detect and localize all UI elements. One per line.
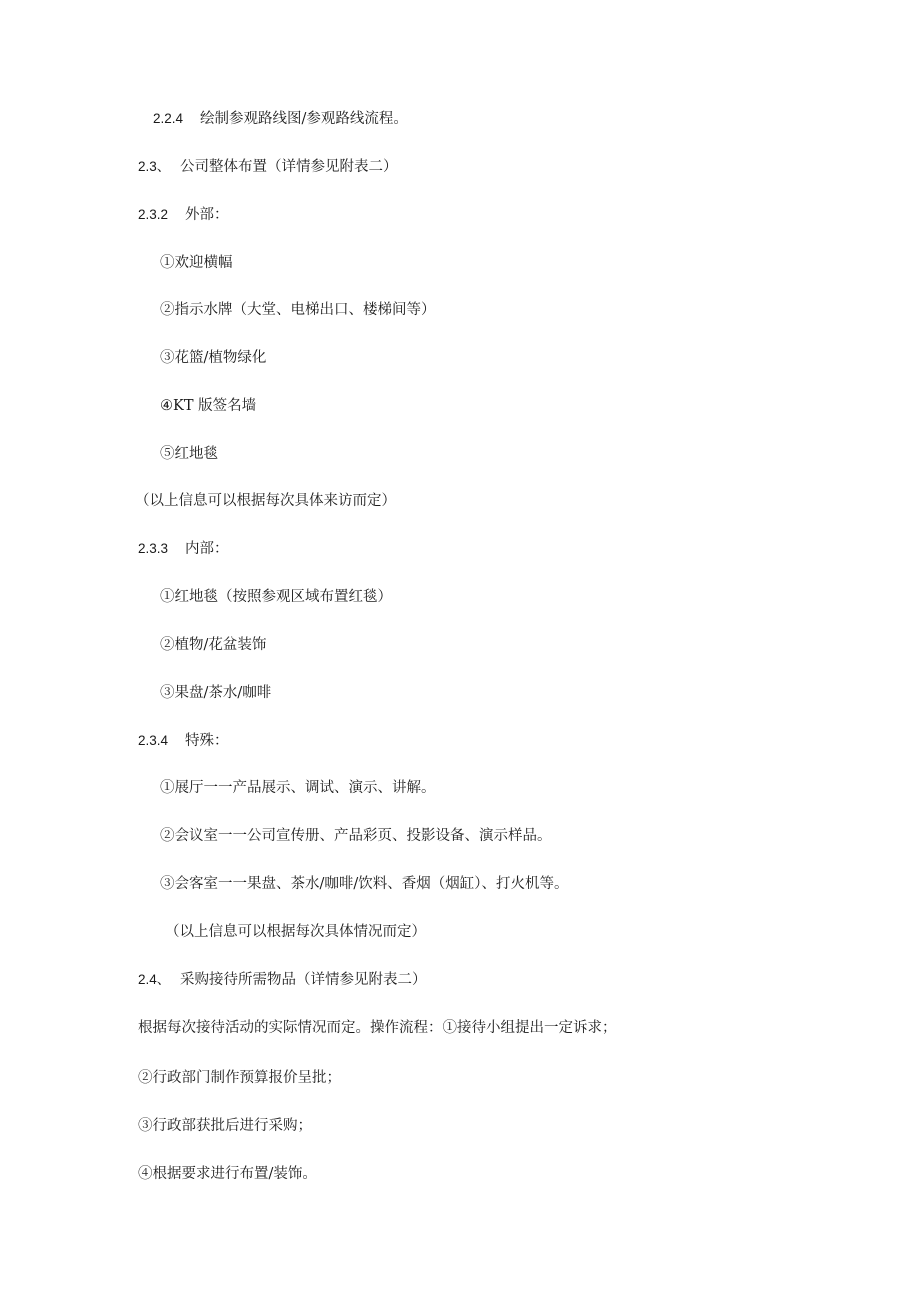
list-item bbox=[160, 300, 436, 320]
heading-text: 采购接待所需物品（详情参见附表二） bbox=[180, 972, 427, 988]
section-number: 2.3.3 bbox=[138, 541, 169, 556]
procedure-step bbox=[138, 1068, 341, 1088]
procedure-step-text: ④根据要求进行布置/装饰。 bbox=[138, 1166, 317, 1182]
list-item bbox=[160, 348, 266, 368]
note-text bbox=[165, 922, 426, 942]
list-item-text: ③果盘/茶水/咖啡 bbox=[160, 685, 272, 701]
list-item bbox=[160, 444, 218, 464]
list-item-text: ③花篮/植物绿化 bbox=[160, 350, 267, 366]
list-item-text: ①欢迎横幅 bbox=[160, 255, 233, 271]
list-item-text: ②会议室一一公司宣传册、产品彩页、投影设备、演示样品。 bbox=[160, 828, 552, 844]
paragraph-text: 根据每次接待活动的实际情况而定。操作流程：①接待小组提出一定诉求； bbox=[138, 1020, 617, 1036]
heading-2-2-4 bbox=[153, 109, 408, 129]
list-item-text: ②植物/花盆装饰 bbox=[160, 637, 267, 653]
list-item bbox=[160, 826, 552, 846]
list-item bbox=[160, 778, 436, 798]
procedure-step-text: ②行政部门制作预算报价呈批； bbox=[138, 1070, 341, 1086]
heading-text: 绘制参观路线图/参观路线流程。 bbox=[200, 111, 408, 127]
heading-text: 内部： bbox=[185, 541, 229, 557]
list-item-text: ④KT 版签名墙 bbox=[160, 398, 257, 414]
procedure-step bbox=[138, 1164, 317, 1184]
paragraph bbox=[138, 1018, 617, 1038]
list-item bbox=[160, 587, 392, 607]
list-item-text: ①红地毯（按照参观区域布置红毯） bbox=[160, 589, 392, 605]
section-number: 2.3.2 bbox=[138, 207, 169, 222]
section-number: 2.3、 bbox=[138, 159, 171, 174]
heading-2-3-4 bbox=[138, 731, 229, 751]
heading-text: 特殊： bbox=[185, 733, 229, 749]
section-number: 2.4、 bbox=[138, 972, 171, 987]
list-item-text: ②指示水牌（大堂、电梯出口、楼梯间等） bbox=[160, 302, 436, 318]
list-item bbox=[160, 396, 256, 416]
procedure-step bbox=[138, 1116, 312, 1136]
list-item bbox=[160, 253, 233, 273]
section-number: 2.2.4 bbox=[153, 111, 184, 126]
note-text-content: （以上信息可以根据每次具体来访而定） bbox=[135, 493, 396, 509]
heading-text: 公司整体布置（详情参见附表二） bbox=[180, 159, 398, 175]
list-item bbox=[160, 635, 266, 655]
heading-2-3-3 bbox=[138, 539, 229, 559]
procedure-step-text: ③行政部获批后进行采购； bbox=[138, 1118, 312, 1134]
list-item-text: ③会客室一一果盘、茶水/咖啡/饮料、香烟（烟缸）、打火机等。 bbox=[160, 876, 569, 892]
list-item bbox=[160, 874, 569, 894]
list-item-text: ①展厅一一产品展示、调试、演示、讲解。 bbox=[160, 780, 436, 796]
heading-2-3 bbox=[138, 157, 398, 177]
heading-2-3-2 bbox=[138, 205, 229, 225]
note-text-content: （以上信息可以根据每次具体情况而定） bbox=[165, 924, 426, 940]
list-item-text: ⑤红地毯 bbox=[160, 446, 218, 462]
note-text bbox=[135, 491, 396, 511]
section-number: 2.3.4 bbox=[138, 733, 169, 748]
heading-text: 外部： bbox=[185, 207, 229, 223]
list-item bbox=[160, 683, 271, 703]
heading-2-4 bbox=[138, 970, 427, 990]
